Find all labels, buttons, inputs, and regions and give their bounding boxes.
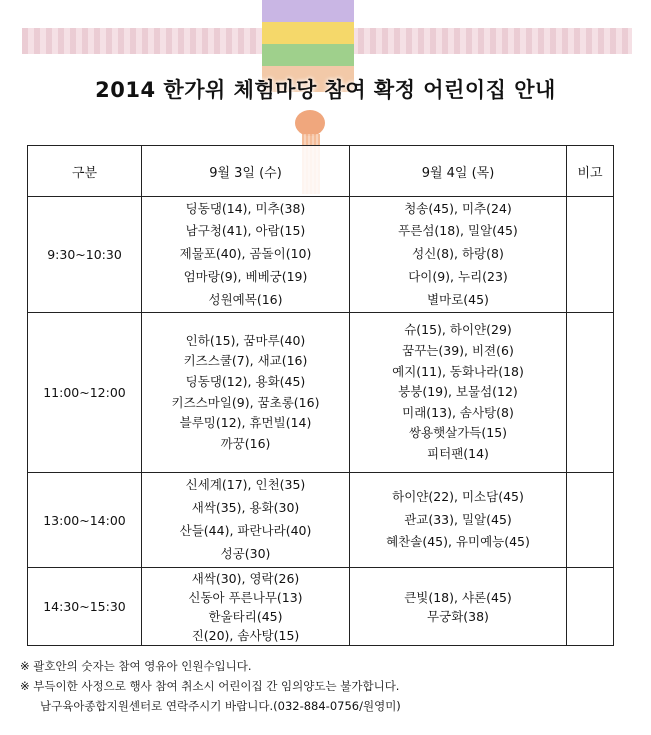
list-item: 산들(44), 파란나라(40) xyxy=(179,523,312,538)
list-item: 청송(45), 미추(24) xyxy=(404,200,512,216)
list-item: 인하(15), 꿈마루(40) xyxy=(185,332,306,348)
list-item: 관교(33), 밀알(45) xyxy=(404,511,512,527)
list-item: 성원예목(16) xyxy=(208,291,283,307)
day2-list xyxy=(350,197,567,313)
list-item: 새싹(35), 용화(30) xyxy=(191,500,300,516)
list-item: 키즈스마일(9), 꿈초롱(16) xyxy=(171,394,320,410)
list-item: 남구청(41), 아람(15) xyxy=(185,223,306,239)
header-category: 구분 xyxy=(28,146,142,197)
list-item: 신세계(17), 인천(35) xyxy=(185,477,306,493)
time-slot: 11:00~12:00 xyxy=(28,313,142,473)
list-item: 진(20), 솜사탕(15) xyxy=(191,627,300,643)
time-slot: 14:30~15:30 xyxy=(28,568,142,646)
note-cell xyxy=(567,568,614,646)
list-item: 블루밍(12), 휴먼빌(14) xyxy=(179,415,312,431)
list-item: 혜찬솔(45), 유미예능(45) xyxy=(386,534,530,550)
day2-list xyxy=(350,473,567,568)
table-row xyxy=(28,313,614,473)
list-item: 신동아 푸른나무(13) xyxy=(188,589,303,605)
list-item: 제물포(40), 곰돌이(10) xyxy=(179,246,312,262)
list-item: 큰빛(18), 샤론(45) xyxy=(404,589,512,605)
list-item: 엄마랑(9), 베베궁(19) xyxy=(183,268,308,284)
list-item: 키즈스쿨(7), 새교(16) xyxy=(183,353,308,369)
day1-list xyxy=(142,473,350,568)
list-item: 딩동댕(12), 용화(45) xyxy=(185,373,306,389)
list-item: 슈(15), 하이얀(29) xyxy=(404,322,512,338)
note-cell xyxy=(567,473,614,568)
header-day1: 9월 3일 (수) xyxy=(142,146,350,197)
time-slot: 9:30~10:30 xyxy=(28,197,142,313)
list-item: 새싹(30), 영락(26) xyxy=(191,570,300,586)
page-title: 2014 한가위 체험마당 참여 확정 어린이집 안내 xyxy=(95,78,556,102)
list-item: 미래(13), 솜사탕(8) xyxy=(402,404,514,420)
list-item: 푸른섬(18), 밀알(45) xyxy=(398,223,518,239)
header-note: 비고 xyxy=(567,146,614,197)
header-day2: 9월 4일 (목) xyxy=(350,146,567,197)
list-item: 딩동댕(14), 미추(38) xyxy=(185,200,306,216)
list-item: 붕붕(19), 보물섬(12) xyxy=(398,384,518,400)
list-item: 하이얀(22), 미소담(45) xyxy=(392,488,524,504)
list-item: 무궁화(38) xyxy=(427,608,489,624)
note-line: ※ 부득이한 사정으로 행사 참여 취소시 어린이집 간 임의양도는 불가합니다. xyxy=(20,679,400,693)
table-header-row xyxy=(28,146,614,197)
notes xyxy=(20,656,640,716)
note-line: 남구육아종합지원센터로 연락주시기 바랍니다.(032-884-0756/원영미) xyxy=(40,699,401,713)
note-cell xyxy=(567,313,614,473)
list-item: 피터팬(14) xyxy=(427,445,489,461)
list-item: 다이(9), 누리(23) xyxy=(408,268,508,284)
table-row xyxy=(28,197,614,313)
day2-list xyxy=(350,313,567,473)
list-item: 성공(30) xyxy=(220,545,271,561)
time-slot: 13:00~14:00 xyxy=(28,473,142,568)
list-item: 까꿍(16) xyxy=(220,435,271,451)
note-line: ※ 괄호안의 숫자는 참여 영유아 인원수입니다. xyxy=(20,659,252,673)
list-item: 쌍용햇살가득(15) xyxy=(408,425,508,441)
day2-list xyxy=(350,568,567,646)
list-item: 성신(8), 하랑(8) xyxy=(412,246,504,262)
knot-decoration xyxy=(295,110,325,136)
list-item: 한울타리(45) xyxy=(208,608,283,624)
note-cell xyxy=(567,197,614,313)
list-item: 예지(11), 동화나라(18) xyxy=(392,363,524,379)
list-item: 꿈꾸는(39), 비젼(6) xyxy=(402,343,514,359)
table-row xyxy=(28,473,614,568)
schedule-table xyxy=(27,145,614,646)
list-item: 별마로(45) xyxy=(427,291,489,307)
day1-list xyxy=(142,197,350,313)
day1-list xyxy=(142,568,350,646)
table-row xyxy=(28,568,614,646)
day1-list xyxy=(142,313,350,473)
